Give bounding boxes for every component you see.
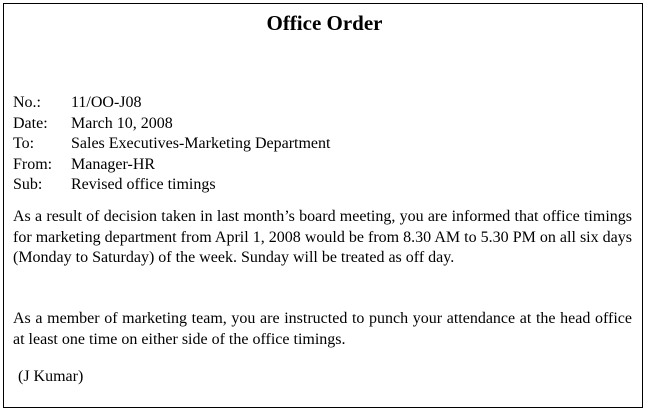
date-row [13, 114, 330, 135]
date-value: March 10, 2008 [71, 114, 173, 132]
to-row [13, 134, 330, 155]
document-title: Office Order [266, 11, 383, 35]
subject-label: Sub: [13, 176, 43, 193]
subject-value: Revised office timings [71, 176, 216, 193]
from-label: From: [13, 155, 53, 173]
to-label: To: [13, 135, 35, 152]
body-paragraph-attendance: As a member of marketing team, you are instructed to punch your attendance at the head office at least one time on either side of the office timings. [13, 310, 632, 348]
order-number-value: 11/OO-J08 [71, 94, 142, 111]
signature: (J Kumar) [18, 368, 84, 385]
date-label: Date: [13, 114, 48, 132]
order-number-label: No.: [13, 94, 41, 111]
from-row [13, 155, 330, 176]
to-value: Sales Executives-Marketing Department [71, 135, 331, 152]
from-value: Manager-HR [71, 155, 156, 173]
body-paragraph-timings: As a result of decision taken in last month’s board meeting, you are informed that office timings for marketing department from April 1, 2008 would be from 8.30 AM to 5.30 PM on all six days (Monday to Saturday) of the week. Sunday will be treated as off day. [13, 208, 632, 266]
subject-row [13, 175, 330, 196]
order-details [13, 93, 330, 196]
order-number-row [13, 93, 330, 114]
